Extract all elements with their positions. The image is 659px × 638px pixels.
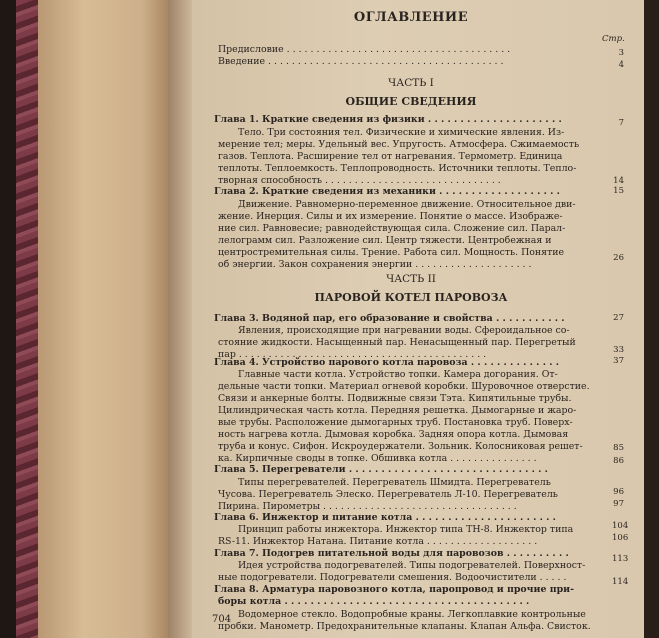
toc-line: Типы перегревателей. Перегреватель Шмидта. Перегреватель	[238, 477, 551, 488]
toc-page-number: 33	[613, 345, 624, 355]
toc-line: дельные части топки. Материал огневой коробки. Шуровочное отверстие.	[218, 381, 590, 392]
book-cover-cloth	[16, 0, 38, 638]
section-heading: ПАРОВОЙ КОТЕЛ ПАРОВОЗА	[314, 291, 508, 304]
toc-page-number: 3	[618, 48, 624, 58]
toc-line: Цилиндрическая часть котла. Передняя решетка. Дымогарные и жаро-	[218, 405, 577, 416]
toc-line: об энергии. Закон сохранения энергии . . . . . . . . . . . . . . . . . . . .	[218, 259, 532, 270]
toc-line: теплоты. Теплоемкость. Теплопроводность. Источники теплоты. Тепло-	[218, 163, 577, 174]
toc-line: Глава 7. Подогрев питательной воды для паровозов . . . . . . . . . .	[214, 548, 569, 559]
toc-line: Глава 1. Краткие сведения из физики . . . . . . . . . . . . . . . . . . . . .	[214, 114, 562, 125]
toc-line: Глава 5. Перегреватели . . . . . . . . . . . . . . . . . . . . . . . . . . . . . . .	[214, 464, 548, 475]
toc-page-number: 7	[618, 118, 624, 128]
toc-line: труба и конус. Сифон. Искроудержатели. Зольник. Колосниковая решет-	[218, 441, 583, 452]
toc-page-number: 106	[612, 533, 629, 543]
toc-page-number: 4	[618, 60, 624, 70]
toc-line: Тело. Три состояния тел. Физические и химические явления. Из-	[238, 127, 565, 138]
toc-line: ные подогреватели. Подогреватели смешения. Водоочистители . . . . .	[218, 572, 567, 583]
toc-line: Принцип работы инжектора. Инжектор типа ТН-8. Инжектор типа	[238, 524, 574, 535]
toc-page-number: 37	[613, 356, 624, 366]
toc-page-number: 97	[613, 499, 624, 509]
table-of-contents	[212, 0, 629, 638]
toc-line: мерение тел; меры. Удельный вес. Упругость. Атмосфера. Сжимаемость	[218, 139, 580, 150]
toc-line: пробки. Манометр. Предохранительные клапаны. Клапан Альфа. Свисток.	[218, 621, 591, 632]
toc-line: боры котла . . . . . . . . . . . . . . . . . . . . . . . . . . . . . . . . . . . . . .	[218, 596, 530, 607]
toc-line: Идея устройства подогревателей. Типы подогревателей. Поверхност-	[238, 560, 586, 571]
toc-page-number: 104	[612, 521, 629, 531]
toc-page-number: 27	[613, 313, 624, 323]
toc-line: Глава 4. Устройство парового котла паровоза . . . . . . . . . . . . . .	[214, 357, 560, 368]
toc-line: газов. Теплота. Расширение тел от нагревания. Термометр. Единица	[218, 151, 563, 162]
left-page-edge	[38, 0, 168, 638]
toc-line: вые трубы. Расположение дымогарных труб. Постановка труб. Поверх-	[218, 417, 573, 428]
toc-line: стояние жидкости. Насыщенный пар. Ненасыщенный пар. Перегретый	[218, 337, 576, 348]
toc-page-number: 86	[613, 456, 624, 466]
toc-line: жение. Инерция. Силы и их измерение. Понятие о массе. Изображе-	[218, 211, 563, 222]
toc-page-number: 96	[613, 487, 624, 497]
toc-line: RS-11. Инжектор Натана. Питание котла . . . . . . . . . . . . . . . . . . .	[218, 536, 538, 547]
toc-line: Движение. Равномерно-переменное движение. Относительное дви-	[238, 199, 576, 210]
toc-line: Водомерное стекло. Водопробные краны. Легкоплавкие контрольные	[238, 609, 586, 620]
toc-line: ние сил. Равновесие; равнодействующая сила. Сложение сил. Парал-	[218, 223, 566, 234]
page-gutter	[168, 0, 192, 638]
toc-page-number: 15	[613, 186, 624, 196]
toc-line: Предисловие . . . . . . . . . . . . . . . . . . . . . . . . . . . . . . . . . . . . . .	[218, 44, 511, 55]
toc-line: ность нагрева котла. Дымовая коробка. Задняя опора котла. Дымовая	[218, 429, 569, 440]
toc-line: Чусова. Перегреватель Элеско. Перегреватель Л-10. Перегреватель	[218, 489, 558, 500]
toc-line: ка. Кирпичные своды в топке. Обшивка котла . . . . . . . . . . . . . . .	[218, 453, 537, 464]
toc-line: Глава 6. Инжектор и питание котла . . . . . . . . . . . . . . . . . . . . . .	[214, 512, 556, 523]
toc-page-number: 113	[612, 554, 629, 564]
footer-page-number: 704	[212, 614, 232, 625]
toc-line: центростремительная силы. Трение. Работа сил. Мощность. Понятие	[218, 247, 565, 258]
section-heading: ОБЩИЕ СВЕДЕНИЯ	[345, 95, 477, 108]
toc-page-number: 85	[613, 443, 624, 453]
toc-line: творная способность . . . . . . . . . . . . . . . . . . . . . . . . . . . . . .	[218, 175, 501, 186]
toc-page-number: 26	[613, 253, 624, 263]
toc-page-number: 14	[613, 176, 624, 186]
toc-line: Глава 2. Краткие сведения из механики . . . . . . . . . . . . . . . . . . .	[214, 186, 560, 197]
toc-line: Пирина. Пирометры . . . . . . . . . . . . . . . . . . . . . . . . . . . . . . . . .	[218, 501, 517, 512]
book-spine	[0, 0, 16, 638]
toc-page-number: 114	[612, 577, 629, 587]
right-background	[644, 0, 659, 638]
section-heading: ЧАСТЬ II	[386, 273, 436, 285]
section-heading: ЧАСТЬ I	[388, 77, 434, 89]
toc-line: Явления, происходящие при нагревании воды. Сфероидальное со-	[238, 325, 570, 336]
toc-line: Введение . . . . . . . . . . . . . . . . . . . . . . . . . . . . . . . . . . . . . . . .	[218, 56, 504, 67]
toc-line: Глава 8. Арматура паровозного котла, паропровод и прочие при-	[214, 584, 574, 595]
toc-line: Главные части котла. Устройство топки. Камера догорания. От-	[238, 369, 558, 380]
toc-line: пар . . . . . . . . . . . . . . . . . . . . . . . . . . . . . . . . . . . . . . . . . .	[218, 349, 487, 360]
toc-line: Глава 3. Водяной пар, его образование и свойства . . . . . . . . . . .	[214, 313, 565, 324]
page-title: ОГЛАВЛЕНИЕ	[353, 10, 469, 25]
page-column-label: Стр.	[602, 34, 625, 44]
toc-line: лелограмм сил. Разложение сил. Центр тяжести. Центробежная и	[218, 235, 552, 246]
toc-line: Связи и анкерные болты. Подвижные связи Тэта. Кипятильные трубы.	[218, 393, 572, 404]
